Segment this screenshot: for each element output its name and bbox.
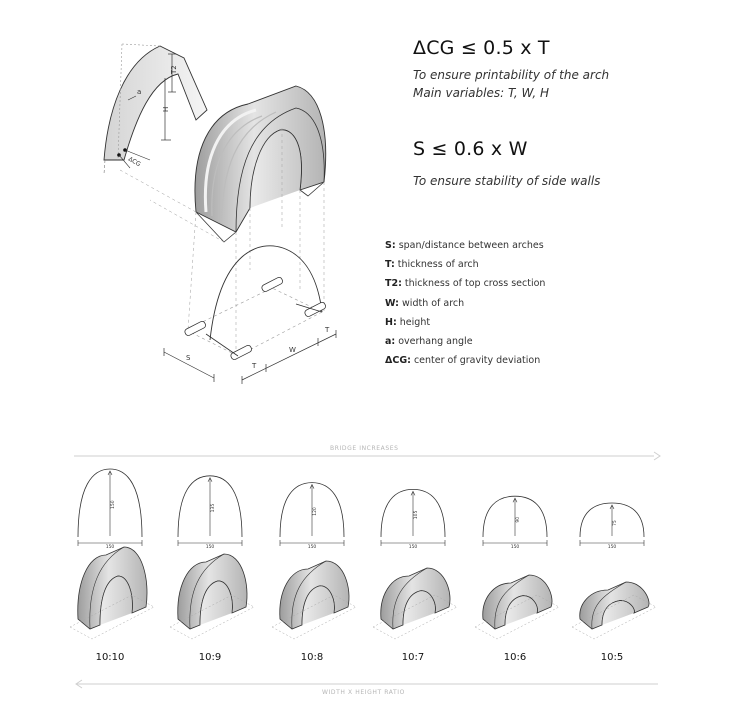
arch-profiles-row (78, 469, 644, 550)
arch-model (170, 554, 254, 639)
ratio-label: 10:9 (198, 652, 222, 663)
height-value: 75 (613, 520, 618, 526)
legend-key: S: (385, 240, 396, 251)
printability-description-2: Main variables: T, W, H (413, 86, 550, 100)
legend-key: ΔCG: (385, 355, 411, 367)
arch-profile (580, 503, 644, 550)
legend-item (385, 313, 705, 332)
legend-key: T: (385, 259, 395, 271)
width-value: 150 (408, 545, 418, 550)
legend-key: a: (385, 335, 396, 347)
w-label: W (289, 346, 296, 354)
legend-text: center of gravity deviation (413, 355, 541, 367)
arch-profile (483, 496, 547, 550)
height-value: 90 (516, 516, 521, 523)
legend-item (385, 274, 705, 293)
height-value: 135 (211, 503, 216, 513)
legend-text: overhang angle (398, 335, 473, 347)
height-value: 120 (313, 507, 318, 516)
arch-profile (78, 469, 142, 550)
height-value: 105 (414, 510, 419, 520)
arch-model (70, 547, 154, 639)
arch-model (373, 568, 457, 639)
width-value: 150 (307, 545, 317, 550)
legend-key: H: (385, 316, 397, 328)
height-value: 150 (111, 500, 116, 509)
ratio-axis-label: WIDTH X HEIGHT RATIO (322, 689, 405, 696)
ratio-label: 10:10 (95, 652, 125, 663)
arch-model (272, 561, 356, 639)
legend-text: thickness of top cross section (404, 278, 546, 290)
stability-description: To ensure stability of side walls (413, 174, 601, 188)
arch-profile (280, 483, 344, 550)
printability-description-1: To ensure printability of the arch (413, 68, 610, 82)
width-value: 150 (205, 545, 215, 550)
s-label: S (186, 354, 191, 362)
legend-key: T2: (385, 278, 402, 290)
ratio-label: 10:8 (300, 652, 324, 663)
bridge-increases-arrow (74, 452, 660, 460)
ratio-label: 10:7 (401, 652, 425, 663)
printability-formula: ΔCG ≤ 0.5 x T (413, 37, 550, 59)
arch-cross-section (104, 44, 207, 174)
variable-legend (385, 236, 705, 370)
t2-label: T2 (170, 65, 178, 74)
arch-3d-model (120, 86, 326, 242)
arch-plan-view (164, 246, 336, 384)
ratio-arrow (76, 680, 658, 688)
dcg-label: ΔCG (127, 155, 142, 169)
legend-item (385, 236, 705, 255)
arch-models-row (70, 547, 656, 639)
legend-text: span/distance between arches (398, 240, 544, 251)
legend-text: width of arch (402, 297, 465, 309)
legend-item (385, 351, 705, 370)
width-value: 150 (105, 545, 115, 550)
legend-item (385, 294, 705, 313)
legend-item (385, 332, 705, 351)
ratio-label: 10:5 (600, 652, 624, 663)
legend-text: height (399, 316, 431, 328)
bridge-increases-label: BRIDGE INCREASES (330, 445, 399, 452)
arch-model (572, 582, 656, 639)
arch-profile (178, 476, 242, 550)
legend-text: thickness of arch (397, 259, 479, 271)
arch-profile (381, 489, 445, 550)
arch-model (475, 575, 559, 639)
t-label-left: T (252, 362, 257, 370)
stability-formula: S ≤ 0.6 x W (413, 138, 528, 160)
ratio-label: 10:6 (503, 652, 527, 663)
width-value: 150 (607, 545, 617, 550)
width-value: 150 (510, 545, 520, 550)
legend-item (385, 255, 705, 274)
t-label-right: T (325, 326, 330, 334)
legend-key: W: (385, 297, 399, 309)
a-label: a (137, 88, 142, 96)
h-label: H (162, 106, 170, 112)
